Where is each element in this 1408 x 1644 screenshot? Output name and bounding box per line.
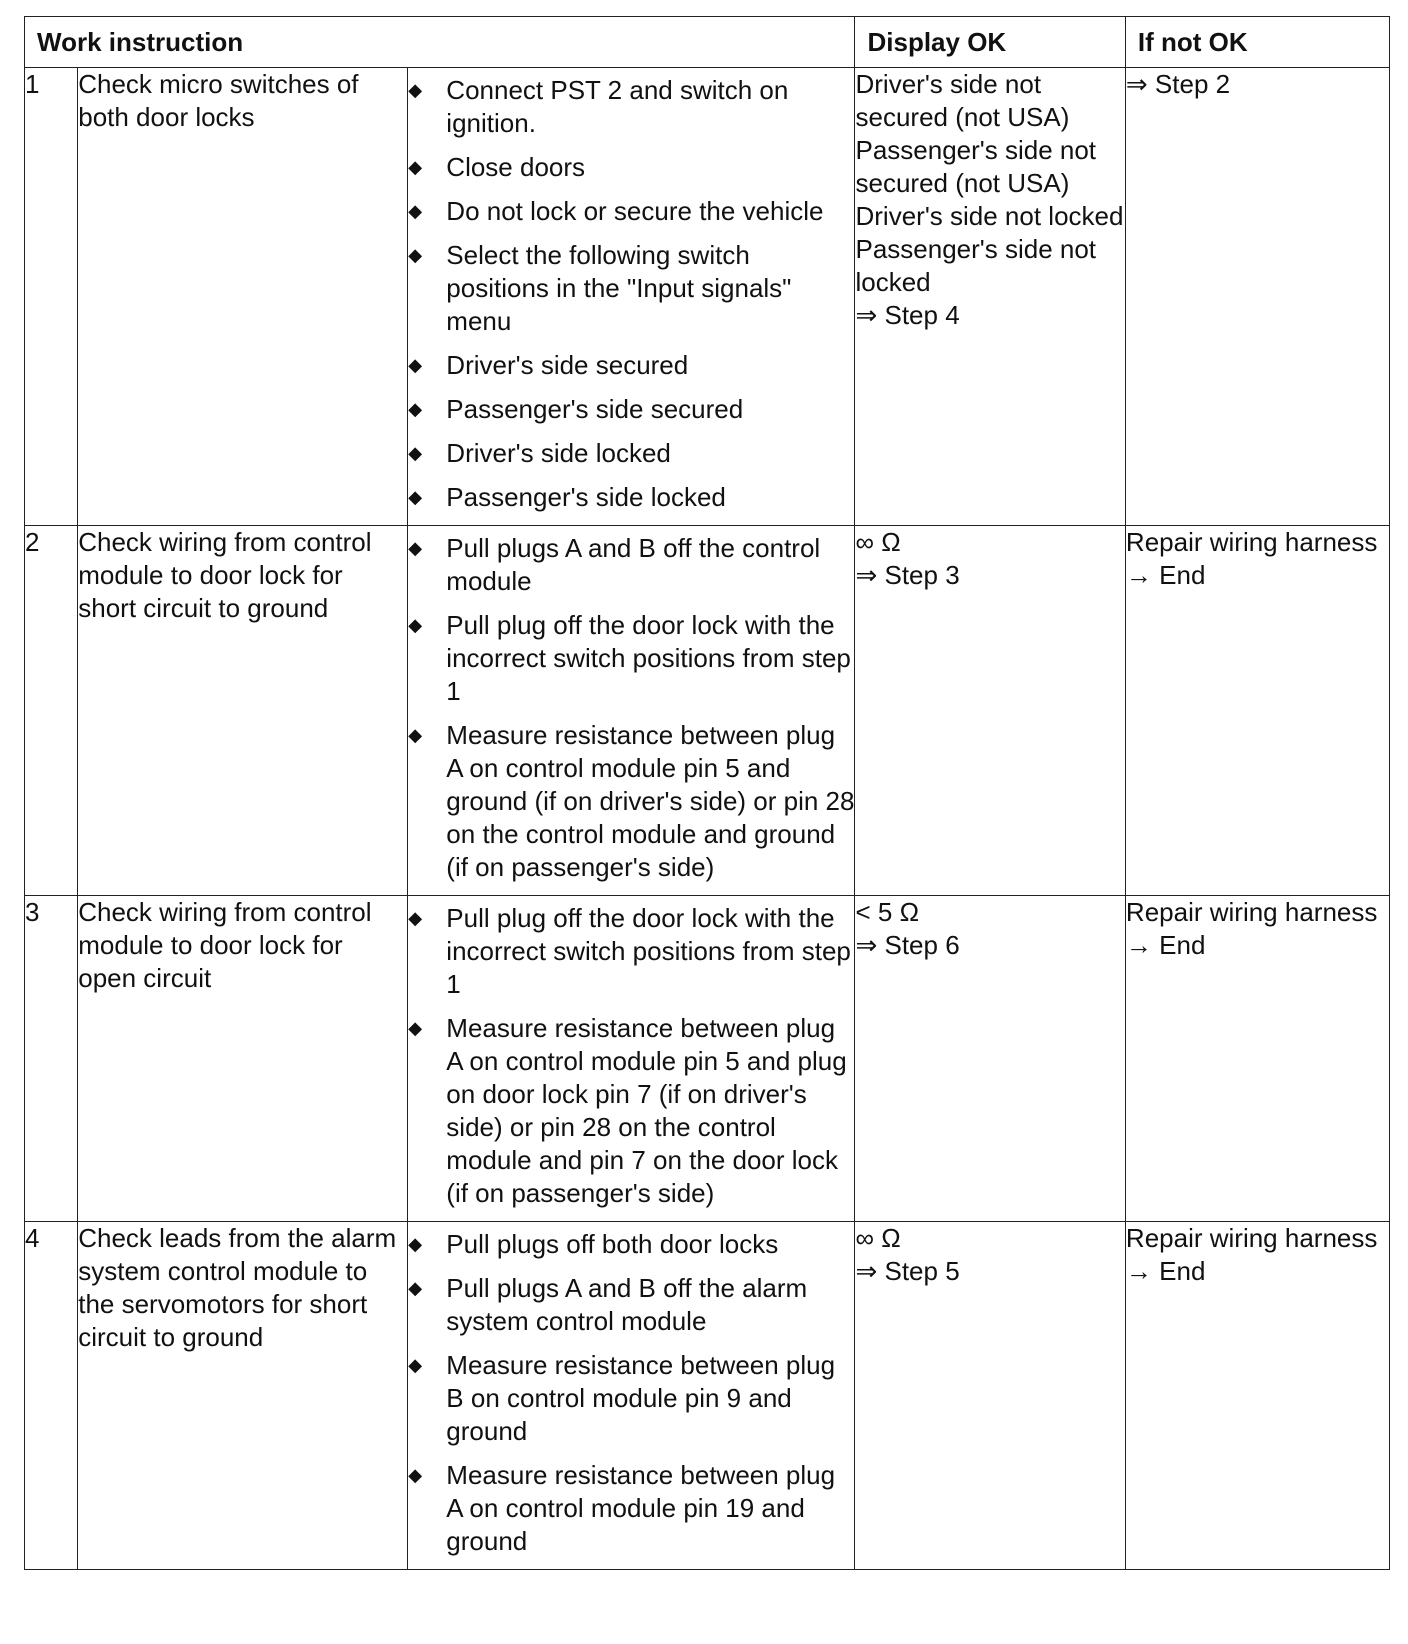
diamond-bullet-icon: ◆ [408,538,423,558]
table-row [25,896,1390,1222]
display-ok-cell [855,68,1125,526]
action-item [408,609,854,708]
display-ok-line: Driver's side not secured (not USA) [855,69,1070,132]
action-item [408,532,854,598]
diamond-bullet-icon: ◆ [408,1234,423,1254]
action-text: Pull plugs A and B off the control module [446,533,821,596]
display-ok-line: ⇒ Step 4 [855,300,960,330]
action-item [408,1459,854,1558]
action-text: Close doors [446,152,586,182]
action-text: Driver's side secured [446,350,689,380]
action-list [408,532,854,884]
action-item [408,1349,854,1448]
action-item [408,1272,854,1338]
header-row [25,17,1390,68]
action-text: Passenger's side secured [446,394,744,424]
action-list [408,1228,854,1558]
display-ok-line: ⇒ Step 3 [855,560,960,590]
diamond-bullet-icon: ◆ [408,201,423,221]
action-item [408,349,854,382]
display-ok-line: ∞ Ω [855,527,901,557]
display-ok-line: Passenger's side not locked [855,234,1097,297]
action-item [408,481,854,514]
action-list [408,74,854,514]
step-title: Check leads from the alarm system control module to the servomotors for short circuit to ground [78,1222,408,1570]
diamond-bullet-icon: ◆ [408,355,423,375]
diamond-bullet-icon: ◆ [408,725,423,745]
if-not-ok-line: Repair wiring harness [1125,897,1378,927]
action-text: Pull plug off the door lock with the incorrect switch positions from step 1 [446,903,851,999]
step-number: 1 [25,68,78,526]
diamond-bullet-icon: ◆ [408,443,423,463]
display-ok-line: ⇒ Step 6 [855,930,960,960]
table-row [25,68,1390,526]
diamond-bullet-icon: ◆ [408,1465,423,1485]
step-title: Check micro switches of both door locks [78,68,408,526]
step-number: 3 [25,896,78,1222]
diamond-bullet-icon: ◆ [408,1355,423,1375]
action-text: Pull plugs A and B off the alarm system control module [446,1273,808,1336]
action-item [408,1228,854,1261]
display-ok-cell [855,1222,1125,1570]
action-text: Pull plugs off both door locks [446,1229,779,1259]
diamond-bullet-icon: ◆ [408,157,423,177]
action-list [408,902,854,1210]
step-actions [408,526,855,896]
if-not-ok-line: → End [1125,930,1206,960]
display-ok-line: ∞ Ω [855,1223,901,1253]
action-item [408,74,854,140]
action-text: Measure resistance between plug B on control module pin 9 and ground [446,1350,836,1446]
table-row [25,526,1390,896]
work-instruction-table [24,16,1390,1570]
step-number: 2 [25,526,78,896]
action-item [408,151,854,184]
if-not-ok-line: → End [1125,560,1206,590]
action-item [408,195,854,228]
table-body [25,68,1390,1570]
diamond-bullet-icon: ◆ [408,615,423,635]
action-text: Driver's side locked [446,438,671,468]
action-text: Connect PST 2 and switch on ignition. [446,75,789,138]
step-actions [408,1222,855,1570]
action-text: Passenger's side locked [446,482,726,512]
diamond-bullet-icon: ◆ [408,399,423,419]
diamond-bullet-icon: ◆ [408,487,423,507]
display-ok-line: Passenger's side not secured (not USA) [855,135,1097,198]
step-actions [408,68,855,526]
if-not-ok-cell [1125,68,1389,526]
header-display-ok: Display OK [855,17,1125,68]
if-not-ok-cell [1125,1222,1389,1570]
action-text: Measure resistance between plug A on control module pin 19 and ground [446,1460,836,1556]
display-ok-cell [855,526,1125,896]
action-item [408,719,854,884]
step-title: Check wiring from control module to door lock for short circuit to ground [78,526,408,896]
header-work-instruction: Work instruction [25,17,855,68]
if-not-ok-line: → End [1125,1256,1206,1286]
display-ok-cell [855,896,1125,1222]
if-not-ok-line: Repair wiring harness [1125,527,1378,557]
action-item [408,1012,854,1210]
if-not-ok-line: Repair wiring harness [1125,1223,1378,1253]
action-text: Pull plug off the door lock with the incorrect switch positions from step 1 [446,610,851,706]
action-item [408,902,854,1001]
action-text: Do not lock or secure the vehicle [446,196,824,226]
step-number: 4 [25,1222,78,1570]
table-row [25,1222,1390,1570]
step-title: Check wiring from control module to door lock for open circuit [78,896,408,1222]
step-actions [408,896,855,1222]
action-item [408,239,854,338]
action-item [408,437,854,470]
if-not-ok-cell [1125,896,1389,1222]
action-item [408,393,854,426]
display-ok-line: < 5 Ω [855,897,920,927]
diamond-bullet-icon: ◆ [408,80,423,100]
action-text: Measure resistance between plug A on control module pin 5 and plug on door lock pin 7 (if on driver's side) or pin 28 on the control module and pin 7 on the door lock (if on passenger's side) [446,1013,847,1208]
header-if-not-ok: If not OK [1125,17,1389,68]
diamond-bullet-icon: ◆ [408,908,423,928]
if-not-ok-line: ⇒ Step 2 [1125,69,1231,99]
diamond-bullet-icon: ◆ [408,1018,423,1038]
diamond-bullet-icon: ◆ [408,245,423,265]
diamond-bullet-icon: ◆ [408,1278,423,1298]
if-not-ok-cell [1125,526,1389,896]
display-ok-line: Driver's side not locked [855,201,1124,231]
action-text: Select the following switch positions in the "Input signals" menu [446,240,792,336]
display-ok-line: ⇒ Step 5 [855,1256,960,1286]
action-text: Measure resistance between plug A on control module pin 5 and ground (if on driver's side) or pin 28 on the control module and ground (if on passenger's side) [446,720,855,882]
